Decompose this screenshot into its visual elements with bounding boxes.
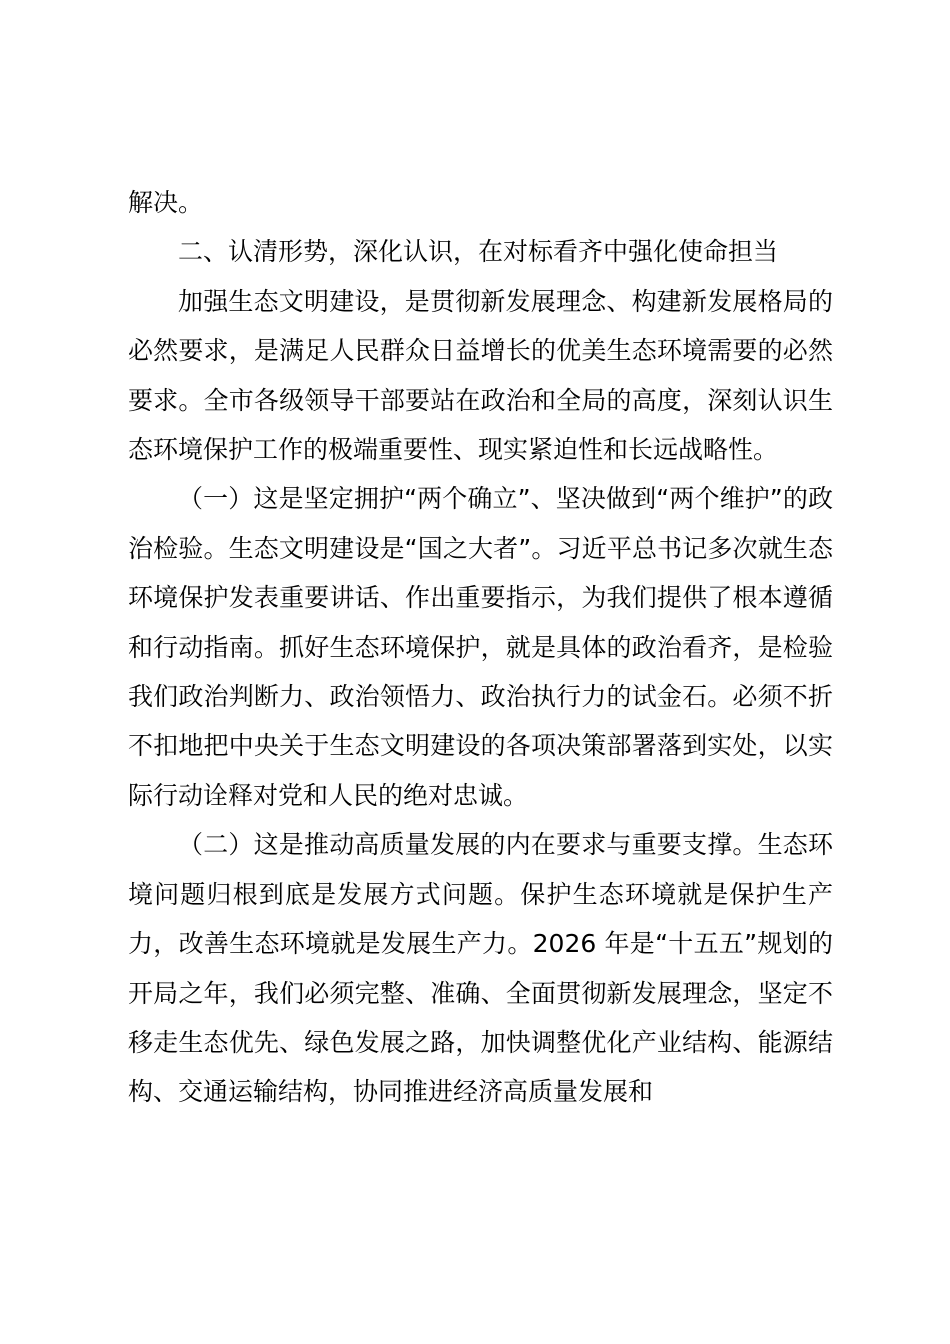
paragraph-continuation: 解决。 <box>128 188 204 217</box>
document-body <box>128 178 833 1117</box>
paragraph: 加强生态文明建设，是贯彻新发展理念、构建新发展格局的必然要求，是满足人民群众日益增长的优美生态环境需要的必然要求。全市各级领导干部要站在政治和全局的高度，深刻认识生态环境保护工作的极端重要性、现实紧迫性和长远战略性。 <box>128 286 833 465</box>
paragraph: （一）这是坚定拥护“两个确立”、坚决做到“两个维护”的政治检验。生态文明建设是“国之大者”。习近平总书记多次就生态环境保护发表重要讲话、作出重要指示，为我们提供了根本遵循和行动指南。抓好生态环境保护，就是具体的政治看齐，是检验我们政治判断力、政治领悟力、政治执行力的试金石。必须不折不扣地把中央关于生态文明建设的各项决策部署落到实处，以实际行动诠释对党和人民的绝对忠诚。 <box>128 484 833 810</box>
paragraph: （二）这是推动高质量发展的内在要求与重要支撑。生态环境问题归根到底是发展方式问题。保护生态环境就是保护生产力，改善生态环境就是发展生产力。2026 年是“十五五”规划的开局之年，我们必须完整、准确、全面贯彻新发展理念，坚定不移走生态优先、绿色发展之路，加快调整优化产业结构、能源结构、交通运输结构，协同推进经济高质量发展和 <box>128 830 833 1107</box>
section-heading: 二、认清形势，深化认识，在对标看齐中强化使命担当 <box>178 237 779 267</box>
